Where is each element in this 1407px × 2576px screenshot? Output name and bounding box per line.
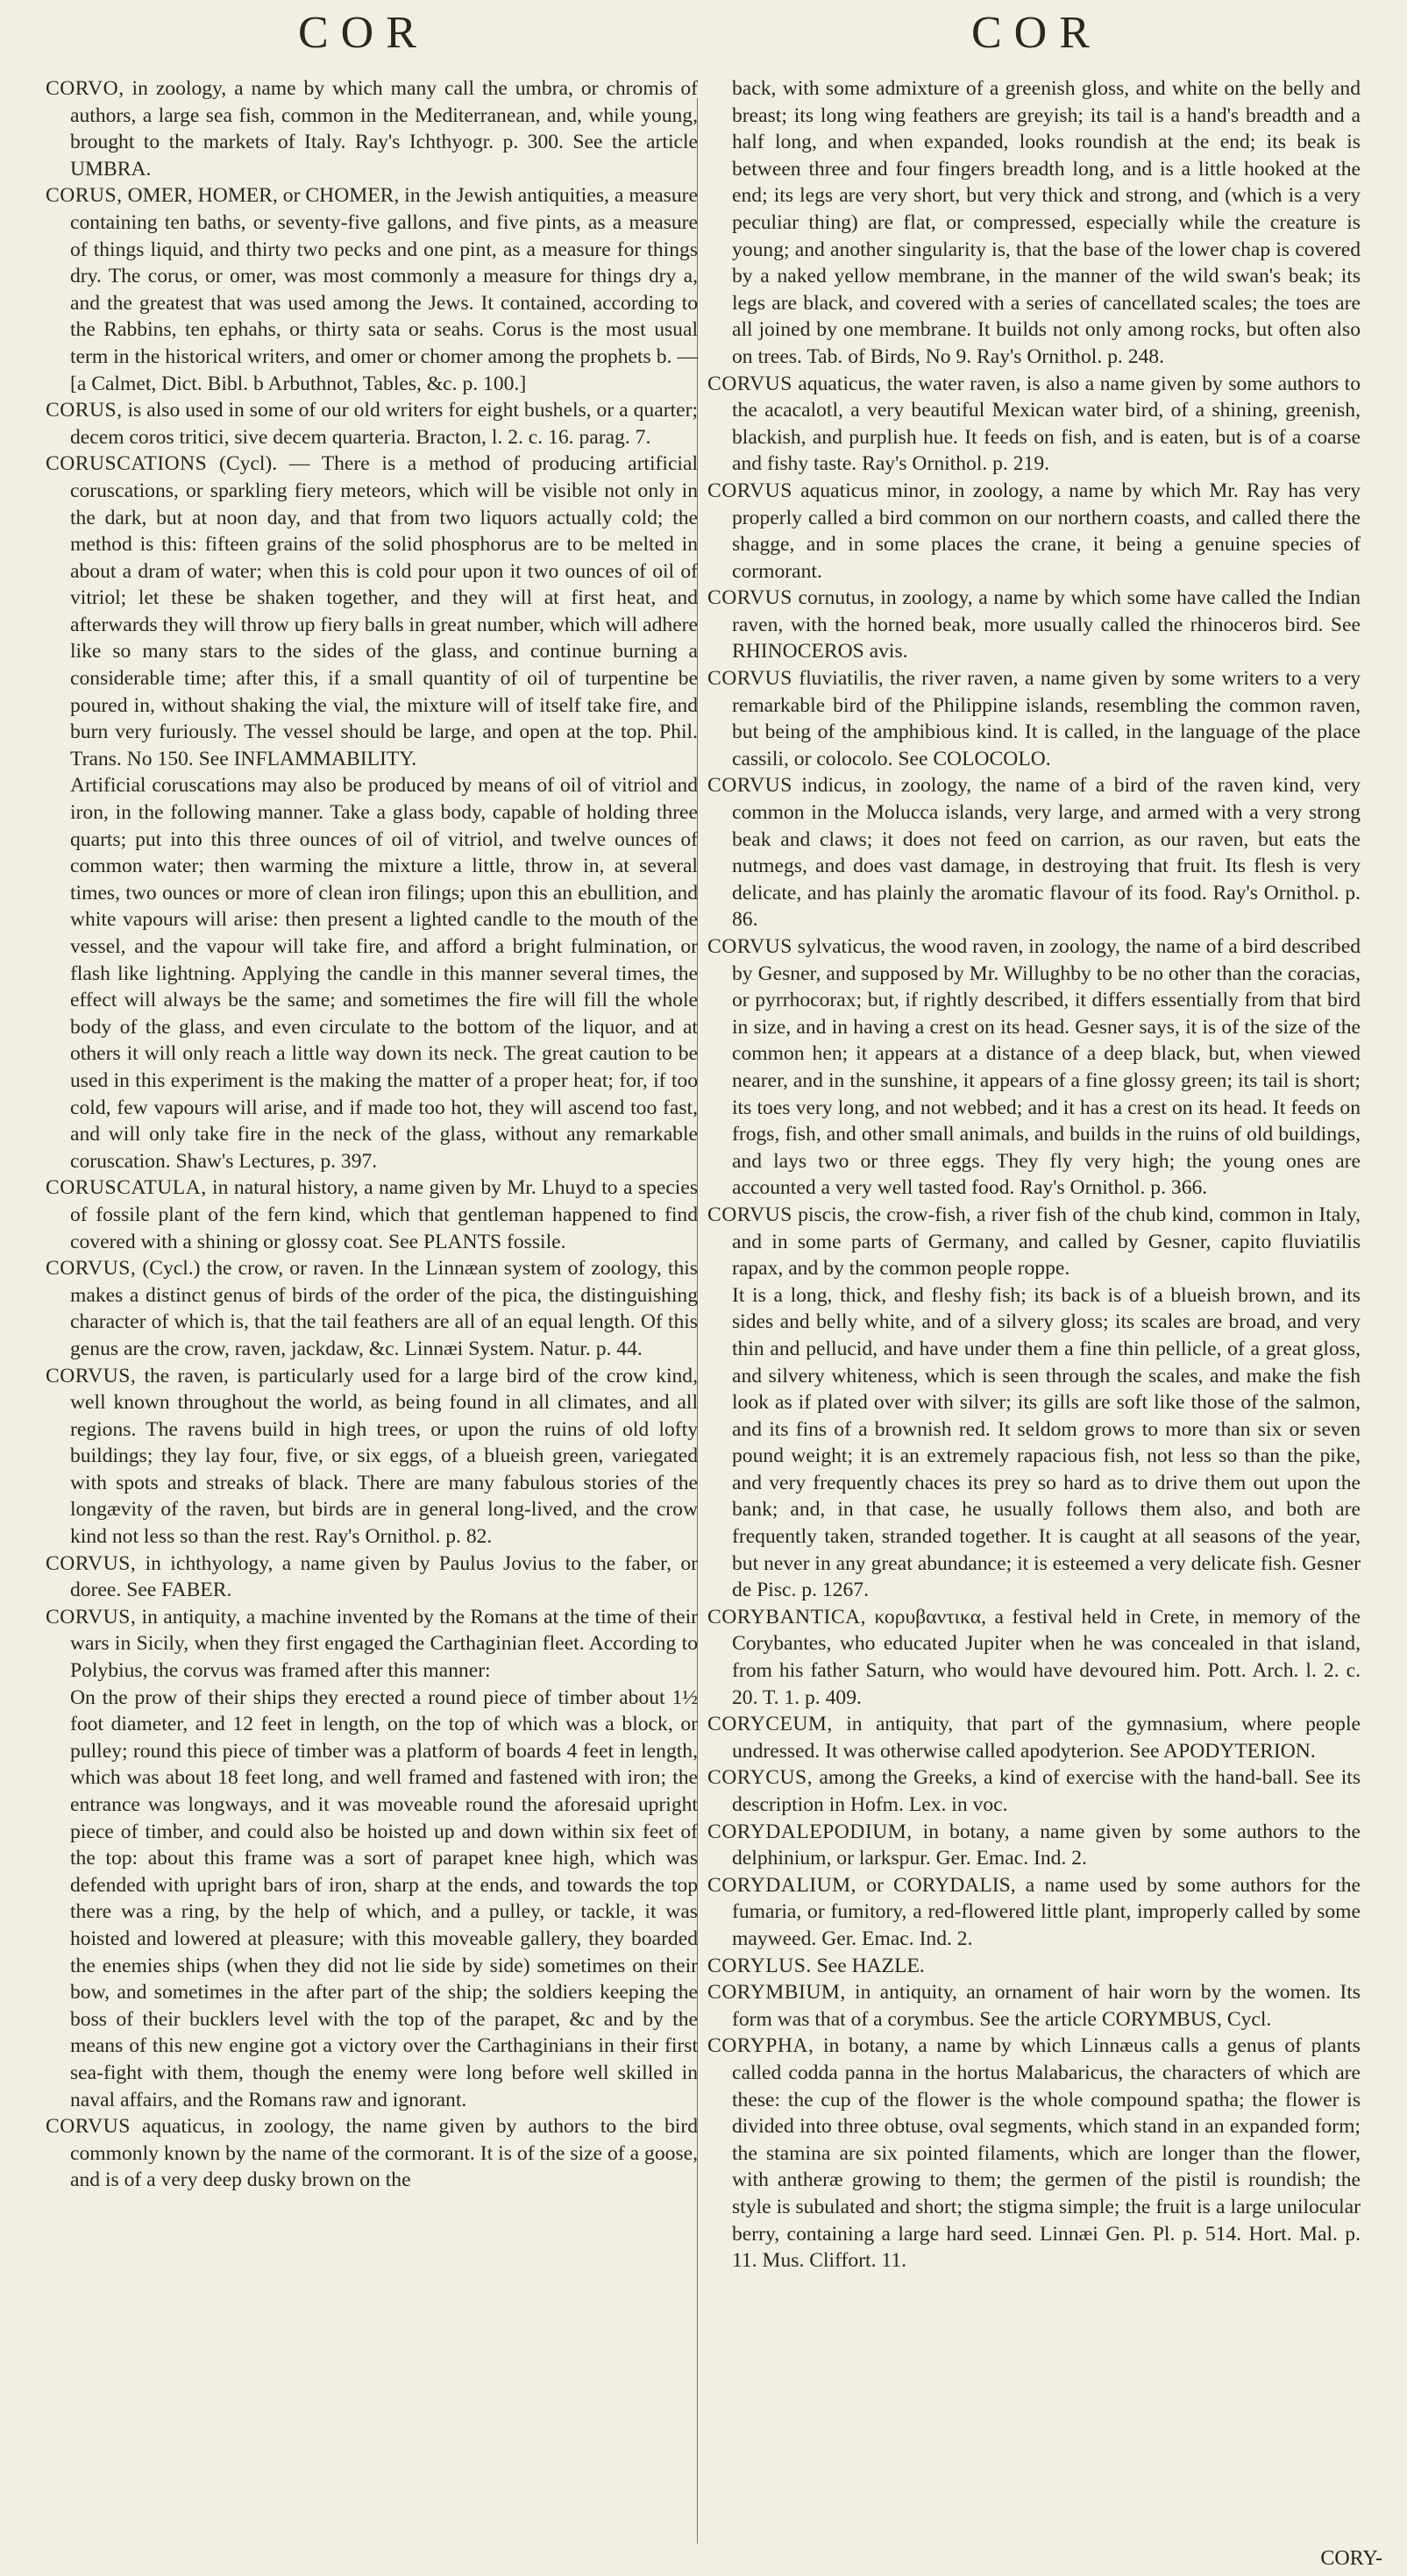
entry-text: aquaticus minor, in zoology, a name by which Mr. Ray has very properly called a bird common on our northern coasts, and called there the shagge, and in some places the crane, it being a genuine species of cormorant. [732, 479, 1361, 583]
entry-text: in ichthyology, a name given by Paulus Jovius to the faber, or doree. See FABER. [70, 1551, 698, 1602]
entry-text: See HAZLE. [811, 1954, 925, 1977]
entry-text: On the prow of their ships they erected a round piece of timber about 1½ foot diameter, and 12 feet in length, on the top of which was a block, or pulley; round this piece of timber was a platform of boards 4 feet in length, which was about 18 feet long, and well framed and fastened with iron; the entrance was longways, and it was moveable round the aforesaid upright piece of timber, and could also be hoisted up and down within six feet of the top: about this frame was a sort of parapet knee high, which was defended with upright bars of iron, sharp at the ends, and towards the top there was a ring, by the help of which, and a pulley, or tackle, it was hoisted and lowered at pleasure; with this moveable gallery, they boarded the enemies ships (when they did not lie side by side) sometimes on their bow, and sometimes in the after part of the ship; the soldiers keeping the boss of their bucklers level with the top of the parapet, &c and by the means of this new engine got a victory over the Carthaginians in their first sea-fight with them, though the enemy were long before well skilled in naval affairs, and the Romans raw and ignorant. [70, 1685, 698, 2111]
entry-text: in zoology, a name by which many call the umbra, or chromis of authors, a large sea fish, common in the Mediterranean, and, while young, brought to the markets of Italy. Ray's Ichthyogr. p. 300. See the article UMBRA. [70, 77, 698, 181]
dictionary-entry [707, 1202, 1361, 1282]
dictionary-entry [46, 75, 698, 182]
entry-headword: CORVUS [707, 935, 792, 958]
entry-headword: CORUS, [46, 184, 123, 208]
entry-headword: CORYMBIUM, [707, 1981, 846, 2005]
entry-headword: CORVUS [707, 586, 792, 610]
entry-headword: CORYPHA, [707, 2034, 814, 2058]
entry-text: back, with some admixture of a greenish gloss, and white on the belly and breast; its long wing feathers are greyish; its tail is a hand's breadth and a half long, and when expanded, looks roundish at the end; its beak is between three and four fingers breadth long, and is a little hooked at the end; its legs are very short, but very thick and strong, and (which is a very peculiar thing) are flat, or compressed, especially while the creature is young; and another singularity is, that the base of the lower chap is covered by a naked yellow membrane, in the manner of the wild swan's beak; its legs are black, and covered with a series of cancellated scales; the toes are all joined by one membrane. It builds not only among rocks, but often also on trees. Tab. of Birds, No 9. Ray's Ornithol. p. 248. [732, 77, 1361, 368]
entry-text: in antiquity, that part of the gymnasium, where people undressed. It was otherwise called apodyterion. See APODYTERION. [732, 1713, 1361, 1763]
dictionary-entry [707, 1764, 1361, 1818]
entry-text: in natural history, a name given by Mr. Lhuyd to a species of fossile plant of the fern kind, which that gentleman happened to find covered with a shining or glossy coat. See PLANTS fossile. [70, 1176, 698, 1253]
dictionary-entry [707, 478, 1361, 585]
entry-text: indicus, in zoology, the name of a bird of the raven kind, very common in the Molucca islands, very large, and armed with a very strong beak and claws; it does not feed on carrion, as our raven, but eats the nutmegs, and does vast damage, in destroying that fruit. Its flesh is very delicate, and has plainly the aromatic flavour of its food. Ray's Ornithol. p. 86. [732, 774, 1361, 932]
entry-text: in antiquity, an ornament of hair worn by the women. Its form was that of a corymbus. See the article CORYMBUS, Cycl. [732, 1981, 1361, 2031]
entry-headword: CORYCEUM, [707, 1713, 833, 1736]
running-header [0, 7, 1407, 68]
entry-text: in antiquity, a machine invented by the Romans at the time of their wars in Sicily, when they first engaged the Carthaginian fleet. According to Polybius, the corvus was framed after this manner: [70, 1605, 698, 1683]
entry-headword: CORVUS, [46, 1605, 137, 1629]
entry-text: in botany, a name given by some authors to the delphinium, or larkspur. Ger. Emac. Ind. 2. [732, 1820, 1361, 1870]
entry-text: the raven, is particularly used for a large bird of the crow kind, well known throughout the world, as being found in all climates, and all regions. The ravens build in high trees, or upon the ruins of old lofty buildings; they lay four, five, or six eggs, of a blueish green, variegated with spots and streaks of black. There are many fabulous stories of the longævity of the raven, but birds are in general long-lived, and the crow kind not less so than the rest. Ray's Ornithol. p. 82. [70, 1364, 698, 1549]
entry-headword: CORVUS [707, 667, 792, 691]
dictionary-entry [707, 1872, 1361, 1953]
dictionary-entry [46, 451, 698, 772]
entry-headword: CORVUS [707, 372, 792, 395]
entry-headword: CORVUS, [46, 1551, 137, 1575]
entry-text: among the Greeks, a kind of exercise with the hand-ball. See its description in Hofm. Lex. in voc. [732, 1766, 1361, 1816]
entry-text: in botany, a name by which Linnæus calls a genus of plants called codda panna in the hortus Malabaricus, the characters of which are these: the cup of the flower is the whole compound spatha; the flower is divided into three obtuse, oval segments, which stand in an expanded form; the stamina are six pointed filaments, which are longer than the flower, with antheræ growing to them; the germen of the pistil is roundish; the style is subulated and short; the stigma simple; the fruit is a large unilocular berry, containing a large hard seed. Linnæi Gen. Pl. p. 514. Hort. Mal. p. 11. Mus. Cliffort. 11. [732, 2034, 1361, 2273]
entry-text: or CORYDALIS, a name used by some authors for the fumaria, or fumitory, a red-flowered little plant, improperly called by some mayweed. Ger. Emac. Ind. 2. [732, 1873, 1361, 1950]
header-right-guideword: COR [971, 8, 1102, 58]
entry-text: aquaticus, the water raven, is also a name given by some authors to the acacalotl, a very beautiful Mexican water bird, of a shining, greenish, blackish, and purplish hue. It feeds on fish, and is eaten, but is of a coarse and fishy taste. Ray's Ornithol. p. 219. [732, 372, 1361, 476]
entry-headword: CORUSCATULA, [46, 1176, 207, 1200]
dictionary-entry [707, 1819, 1361, 1872]
entry-text: fluviatilis, the river raven, a name given by some writers to a very remarkable bird of the Philippine islands, resembling the common raven, but being of the amphibious kind. It is called, in the language of the place cassili, or colocolo. See COLOCOLO. [732, 667, 1361, 770]
entry-headword: CORUSCATIONS [46, 452, 208, 476]
catchword: CORY- [1320, 2547, 1382, 2570]
dictionary-entry [707, 772, 1361, 933]
entry-headword: CORVUS, [46, 1257, 137, 1281]
entry-headword: CORVO, [46, 77, 124, 100]
dictionary-entry [70, 772, 698, 1174]
entry-headword: CORYCUS, [707, 1766, 814, 1790]
entry-text: κορυβαντικα, a festival held in Crete, in memory of the Corybantes, who educated Jupiter when he was concealed in that island, from his father Saturn, who would have devoured him. Pott. Arch. l. 2. c. 20. T. 1. p. 409. [732, 1605, 1361, 1709]
dictionary-entry [707, 2033, 1361, 2274]
entry-headword: CORVUS [707, 479, 792, 502]
dictionary-entry [46, 1551, 698, 1604]
entry-text: aquaticus, in zoology, the name given by authors to the bird commonly known by the name of the cormorant. It is of the size of a goose, and is of a very deep dusky brown on the [70, 2115, 698, 2192]
entry-headword: CORVUS, [46, 1364, 137, 1387]
dictionary-entry [732, 1282, 1361, 1604]
entry-text: is also used in some of our old writers for eight bushels, or a quarter; decem coros tritici, sive decem quarteria. Bracton, l. 2. c. 16. parag. 7. [70, 399, 698, 449]
entry-text: It is a long, thick, and fleshy fish; its back is of a blueish brown, and its sides and belly white, and of a silvery gloss; its scales are broad, and very thin and pellucid, and have under them a fine thin pellicle, of a great gloss, and silvery whiteness, which is seen through the scales, and make the fish look as if plated over with silver; its gills are soft like those of the salmon, and its fins of a brownish red. It seldom grows to more than six or seven pound weight; it is an extremely rapacious fish, not less so than the pike, and very frequently chaces its prey so hard as to drive them out upon the bank; and, in that case, he usually follows them also, and both are frequently taken, stranded together. It is caught at all seasons of the year, but never in any great abundance; it is esteemed a very delicate fish. Gesner de Pisc. p. 1267. [732, 1283, 1361, 1602]
dictionary-entry [707, 933, 1361, 1202]
entry-text: (Cycl.) the crow, or raven. In the Linnæan system of zoology, this makes a distinct genus of birds of the order of the pica, the distinguishing character of which is, that the tail feathers are all of an equal length. Of this genus are the crow, raven, jackdaw, &c. Linnæi System. Natur. p. 44. [70, 1257, 698, 1360]
entry-headword: CORYLUS. [707, 1954, 812, 1977]
left-column [46, 75, 698, 2194]
entry-headword: CORVUS [707, 1203, 792, 1226]
dictionary-entry [46, 1174, 698, 1255]
dictionary-entry [707, 665, 1361, 772]
dictionary-entry [707, 585, 1361, 665]
dictionary-entry [732, 75, 1361, 371]
dictionary-entry [707, 371, 1361, 478]
dictionary-entry [46, 2113, 698, 2194]
dictionary-entry [70, 1685, 698, 2114]
dictionary-entry [46, 1604, 698, 1685]
dictionary-entry [707, 1711, 1361, 1764]
header-left-guideword: COR [298, 8, 429, 58]
entry-text: (Cycl). — There is a method of producing artificial coruscations, or sparkling fiery meteors, which will be visible not only in the dark, but at noon day, and that from two liquors actually cold; the method is this: fifteen grains of the solid phosphorus are to be melted in about a dram of water; when this is cold pour upon it two ounces of oil of vitriol; let these be shaken together, and they will at first heat, and afterwards they will throw up fiery balls in great number, which will adhere like so many stars to the sides of the glass, and continue burning a considerable time; after this, if a small quantity of oil of turpentine be poured in, without shaking the vial, the mixture will of itself take fire, and burn very furiously. The vessel should be large, and open at the top. Phil. Trans. No 150. See INFLAMMABILITY. [70, 452, 698, 770]
dictionary-entry [46, 397, 698, 451]
dictionary-entry [46, 1363, 698, 1551]
entry-headword: CORYDALIUM, [707, 1873, 857, 1897]
right-column [707, 75, 1361, 2274]
entry-text: cornutus, in zoology, a name by which some have called the Indian raven, with the horned beak, more usually called the rhinoceros bird. See RHINOCEROS avis. [732, 586, 1361, 664]
dictionary-entry [707, 1979, 1361, 2033]
entry-text: Artificial coruscations may also be produced by means of oil of vitriol and iron, in the following manner. Take a glass body, capable of holding three quarts; put into this three ounces of oil of vitriol, and twelve ounces of common water; then warming the mixture a little, throw in, at several times, two ounces or more of clean iron filings; upon this an ebullition, and white vapours will arise: then present a lighted candle to the mouth of the vessel, and the vapour will take fire, and afford a bright fulmination, or flash like lightning. Applying the candle in this manner several times, the effect will always be the same; and sometimes the fire will fill the whole body of the glass, and even circulate to the bottom of the liquor, and at others it will only reach a little way down its neck. The great caution to be used in this experiment is the making the matter of a proper heat; for, if too cold, few vapours will arise, and if made too hot, they will ascend too fast, and will only take fire in the neck of the glass, without any remarkable coruscation. Shaw's Lectures, p. 397. [70, 774, 698, 1173]
entry-headword: CORVUS [46, 2115, 131, 2139]
entry-headword: CORVUS [707, 774, 792, 798]
entry-headword: CORYDALEPODIUM, [707, 1820, 913, 1843]
entry-headword: CORUS, [46, 399, 123, 422]
entry-text: piscis, the crow-fish, a river fish of the chub kind, common in Italy, and in some parts of Germany, and called by Gesner, capito fluviatilis rapax, and by the common people roppe. [732, 1203, 1361, 1281]
entry-headword: CORYBANTICA, [707, 1605, 867, 1629]
dictionary-entry [707, 1953, 1361, 1980]
dictionary-entry [46, 1255, 698, 1362]
entry-text: sylvaticus, the wood raven, in zoology, the name of a bird described by Gesner, and supposed by Mr. Willughby to be no other than the coracias, or pyrrhocorax; but, if rightly described, it differs essentially from that bird in size, and in having a crest on its head. Gesner says, it is of the size of the common hen; it appears at a distance of a deep black, but, when viewed nearer, and in the sunshine, it appears of a fine glossy green; its tail is short; its toes very long, and not webbed; and it has a crest on its head. It feeds on frogs, fish, and other small animals, and builds in the ruins of old buildings, and lays two or three eggs. They fly very high; the young ones are accounted a very well tasted food. Ray's Ornithol. p. 366. [732, 935, 1361, 1200]
dictionary-entry [46, 182, 698, 397]
entry-text: OMER, HOMER, or CHOMER, in the Jewish antiquities, a measure containing ten baths, or seventy-five gallons, and five pints, as a measure of things liquid, and thirty two pecks and one pint, as a measure for things dry. The corus, or omer, was most commonly a measure for things dry a, and the greatest that was used among the Jews. It contained, according to the Rabbins, ten ephahs, or thirty sata or seahs. Corus is the most usual term in the historical writers, and omer or chomer among the prophets b. — [a Calmet, Dict. Bibl. b Arbuthnot, Tables, &c. p. 100.] [70, 184, 698, 395]
dictionary-entry [707, 1604, 1361, 1711]
